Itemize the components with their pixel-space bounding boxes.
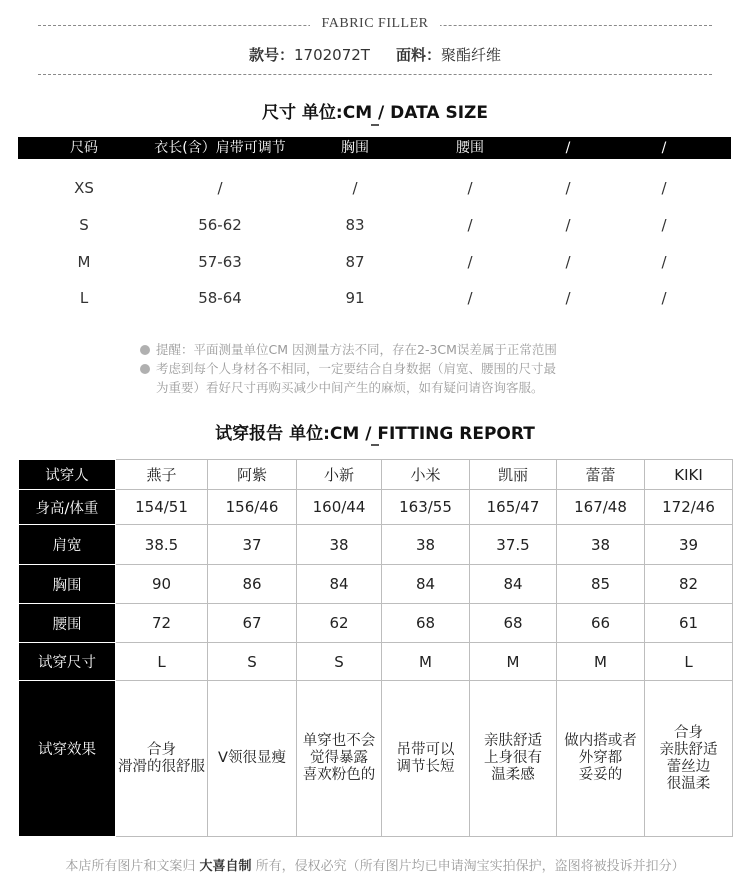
effect-cell: 单穿也不会 觉得暴露 喜欢粉色的 [297, 681, 382, 837]
size-row-s: S 56-62 83 / / / [79, 216, 667, 234]
effect-cell: 合身 亲肤舒适 蕾丝边 很温柔 [645, 681, 733, 837]
row-fit-size: 试穿尺寸 L S S M M M L [19, 643, 733, 681]
col-bust: 胸围 [341, 140, 369, 156]
effect-cell: 做内搭或者 外穿都 妥妥的 [557, 681, 645, 837]
col-waist: 腰围 [456, 140, 484, 156]
size-section-title: 尺寸 单位:CM / DATA SIZE [262, 103, 488, 123]
effect-cell: 合身 滑滑的很舒服 [116, 681, 208, 837]
row-tester: 试穿人 燕子 阿紫 小新 小米 凯丽 蕾蕾 KIKI [19, 460, 733, 490]
note-2: 考虑到每个人身材各不相同，一定要结合自身数据（肩宽、腰围的尺寸最 为重要）看好尺寸再购买减少中间产生的麻烦，如有疑问请咨询客服。 [140, 359, 620, 397]
fitting-section-title: 试穿报告 单位:CM / FITTING REPORT [215, 424, 535, 444]
row-shoulder: 肩宽 38.5 37 38 38 37.5 38 39 [19, 525, 733, 565]
effect-cell: V领很显瘦 [208, 681, 297, 837]
size-row-m: M 57-63 87 / / / [77, 253, 667, 271]
row-bust: 胸围 90 86 84 84 84 85 82 [19, 565, 733, 604]
copyright-footer: 本店所有图片和文案归 大喜自制 所有，侵权必究（所有图片均已申请淘宝实拍保护，盗图将被投诉并扣分） [65, 859, 685, 874]
col-blank-2: / [661, 140, 667, 156]
row-waist: 腰围 72 67 62 68 68 66 61 [19, 604, 733, 643]
spec-row [0, 44, 750, 65]
size-row-xs: XS / / / / / [74, 179, 667, 197]
notes [140, 340, 620, 397]
size-title-dash [371, 124, 379, 126]
style-value: 1702072T [294, 46, 370, 64]
col-length: 衣长(含）肩带可调节 [154, 140, 286, 156]
row-fit-effect: 试穿效果 合身 滑滑的很舒服 V领很显瘦 单穿也不会 觉得暴露 喜欢粉色的 吊带可以 调节长短 亲肤舒适 上身很有 温柔感 做内搭或者 外穿都 妥妥的 合身 亲肤舒适 蕾丝边 很温柔 [19, 681, 733, 837]
col-blank-1: / [565, 140, 571, 156]
material-label: 面料： [395, 46, 441, 64]
brand-name: 大喜自制 [199, 859, 252, 874]
note-1: 提醒：平面测量单位CM 因测量方法不同，存在2-3CM误差属于正常范围 [140, 340, 620, 359]
effect-cell: 亲肤舒适 上身很有 温柔感 [470, 681, 557, 837]
row-height-weight: 身高/体重 154/51 156/46 160/44 163/55 165/47 167/48 172/46 [19, 490, 733, 525]
fabric-title: FABRIC FILLER [0, 16, 750, 32]
effect-cell: 吊带可以 调节长短 [382, 681, 470, 837]
fitting-table [18, 459, 733, 837]
size-table-header [18, 137, 731, 159]
material-value: 聚酯纤维 [440, 46, 501, 64]
header-bottom-divider [38, 74, 712, 75]
fitting-title-dash [371, 444, 379, 446]
bullet-icon [140, 345, 150, 355]
size-row-l: L 58-64 91 / / / [79, 289, 667, 307]
style-label: 款号： [248, 46, 294, 64]
bullet-icon [140, 364, 150, 374]
col-size: 尺码 [70, 140, 98, 156]
